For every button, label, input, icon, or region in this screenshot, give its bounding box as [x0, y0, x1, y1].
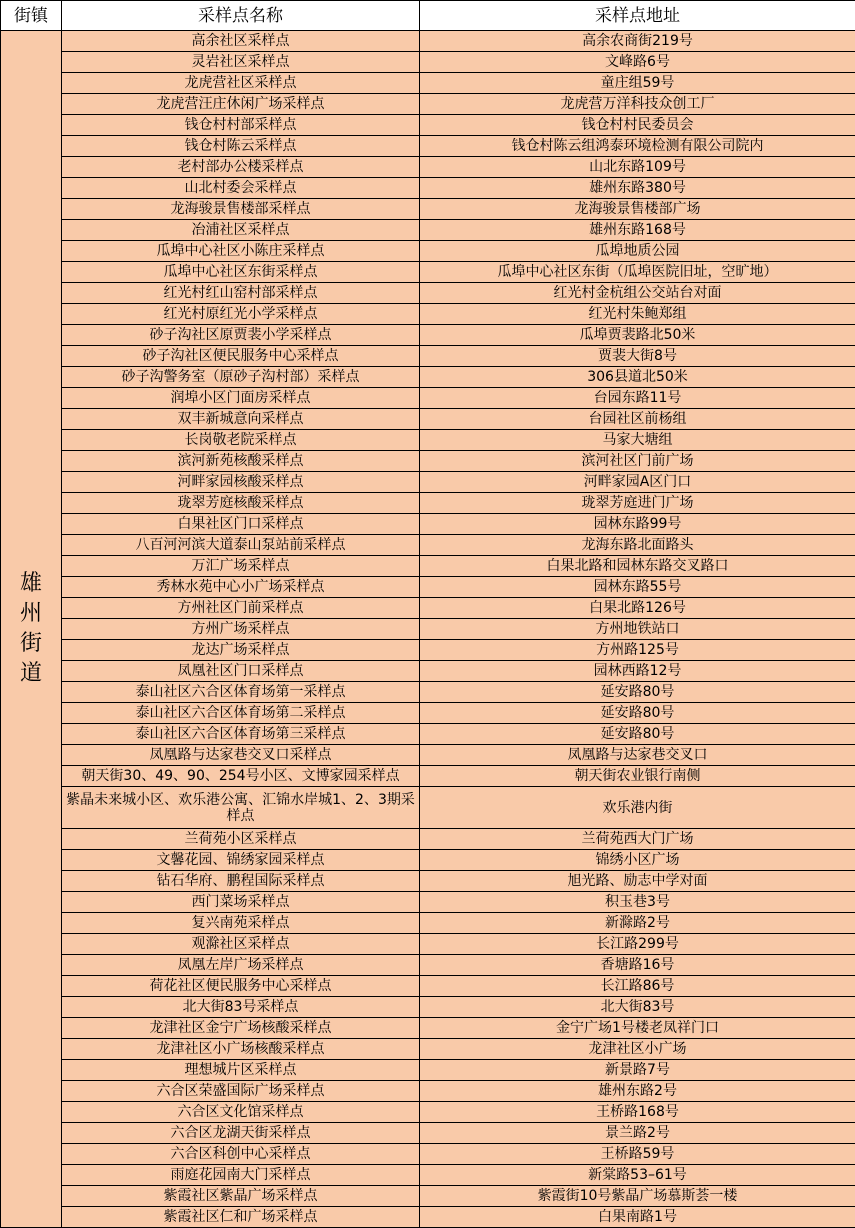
site-name-cell: 灵岩社区采样点 — [62, 52, 420, 73]
table-row — [1, 598, 855, 619]
table-row — [1, 220, 855, 241]
table-row — [1, 724, 855, 745]
site-address-cell: 北大街83号 — [420, 997, 855, 1018]
site-name-cell: 秀林水苑中心小广场采样点 — [62, 577, 420, 598]
site-address-cell: 园林西路12号 — [420, 661, 855, 682]
site-name-cell: 河畔家园核酸采样点 — [62, 472, 420, 493]
table-row — [1, 934, 855, 955]
site-name-cell: 北大街83号采样点 — [62, 997, 420, 1018]
site-name-cell: 红光村原红光小学采样点 — [62, 304, 420, 325]
site-address-cell: 贾裴大街8号 — [420, 346, 855, 367]
site-address-cell: 306县道北50米 — [420, 367, 855, 388]
table-row — [1, 1018, 855, 1039]
site-name-cell: 瓜埠中心社区东街采样点 — [62, 262, 420, 283]
site-name-cell: 方州广场采样点 — [62, 619, 420, 640]
site-name-cell: 冶浦社区采样点 — [62, 220, 420, 241]
site-name-cell: 钻石华府、鹏程国际采样点 — [62, 871, 420, 892]
site-address-cell: 王桥路59号 — [420, 1144, 855, 1165]
site-address-cell: 长江路299号 — [420, 934, 855, 955]
header-site-name: 采样点名称 — [62, 1, 420, 31]
site-address-cell: 龙津社区小广场 — [420, 1039, 855, 1060]
site-address-cell: 红光村金杭组公交站台对面 — [420, 283, 855, 304]
table-row — [1, 745, 855, 766]
table-row — [1, 241, 855, 262]
site-address-cell: 河畔家园A区门口 — [420, 472, 855, 493]
site-address-cell: 积玉巷3号 — [420, 892, 855, 913]
site-address-cell: 珑翠芳庭进门广场 — [420, 493, 855, 514]
site-name-cell: 六合区文化馆采样点 — [62, 1102, 420, 1123]
table-row — [1, 52, 855, 73]
site-name-cell: 砂子沟社区便民服务中心采样点 — [62, 346, 420, 367]
table-row — [1, 199, 855, 220]
site-address-cell: 景兰路2号 — [420, 1123, 855, 1144]
site-name-cell: 滨河新苑核酸采样点 — [62, 451, 420, 472]
table-row — [1, 157, 855, 178]
site-address-cell: 延安路80号 — [420, 703, 855, 724]
site-name-cell: 紫霞社区仁和广场采样点 — [62, 1207, 420, 1228]
site-name-cell: 紫霞社区紫晶广场采样点 — [62, 1186, 420, 1207]
site-address-cell: 欢乐港内街 — [420, 787, 855, 829]
site-address-cell: 马家大塘组 — [420, 430, 855, 451]
site-name-cell: 砂子沟警务室（原砂子沟村部）采样点 — [62, 367, 420, 388]
table-body — [1, 31, 855, 1228]
site-name-cell: 钱仓村陈云采样点 — [62, 136, 420, 157]
site-name-cell: 龙津社区小广场核酸采样点 — [62, 1039, 420, 1060]
site-address-cell: 新滁路2号 — [420, 913, 855, 934]
site-name-cell: 龙海骏景售楼部采样点 — [62, 199, 420, 220]
site-address-cell: 锦绣小区广场 — [420, 850, 855, 871]
site-name-cell: 珑翠芳庭核酸采样点 — [62, 493, 420, 514]
site-name-cell: 文馨花园、锦绣家园采样点 — [62, 850, 420, 871]
site-address-cell: 园林东路55号 — [420, 577, 855, 598]
site-address-cell: 瓜埠地质公园 — [420, 241, 855, 262]
table-row — [1, 850, 855, 871]
site-name-cell: 润埠小区门面房采样点 — [62, 388, 420, 409]
site-address-cell: 龙虎营万洋科技众创工厂 — [420, 94, 855, 115]
table-row — [1, 640, 855, 661]
table-row — [1, 1186, 855, 1207]
site-name-cell: 泰山社区六合区体育场第一采样点 — [62, 682, 420, 703]
site-name-cell: 凤凰路与达家巷交叉口采样点 — [62, 745, 420, 766]
table-row — [1, 766, 855, 787]
site-name-cell: 观滁社区采样点 — [62, 934, 420, 955]
town-name: 雄州街道 — [19, 571, 42, 686]
table-row — [1, 955, 855, 976]
site-address-cell: 凤凰路与达家巷交叉口 — [420, 745, 855, 766]
site-address-cell: 园林东路99号 — [420, 514, 855, 535]
table-row — [1, 1102, 855, 1123]
table-row — [1, 1039, 855, 1060]
table-row — [1, 31, 855, 52]
site-name-cell: 复兴南苑采样点 — [62, 913, 420, 934]
site-address-cell: 方州地铁站口 — [420, 619, 855, 640]
table-row — [1, 115, 855, 136]
table-row — [1, 94, 855, 115]
site-address-cell: 方州路125号 — [420, 640, 855, 661]
site-name-cell: 紫晶未来城小区、欢乐港公寓、汇锦水岸城1、2、3期采样点 — [62, 787, 420, 829]
site-address-cell: 白果南路1号 — [420, 1207, 855, 1228]
site-name-cell: 红光村红山窑村部采样点 — [62, 283, 420, 304]
site-name-cell: 瓜埠中心社区小陈庄采样点 — [62, 241, 420, 262]
site-address-cell: 雄州东路168号 — [420, 220, 855, 241]
table-row — [1, 409, 855, 430]
site-name-cell: 凤凰社区门口采样点 — [62, 661, 420, 682]
table-row — [1, 829, 855, 850]
table-row — [1, 136, 855, 157]
table-row — [1, 892, 855, 913]
site-name-cell: 老村部办公楼采样点 — [62, 157, 420, 178]
table-row — [1, 178, 855, 199]
site-name-cell: 泰山社区六合区体育场第三采样点 — [62, 724, 420, 745]
table-row — [1, 661, 855, 682]
site-address-cell: 兰荷苑西大门广场 — [420, 829, 855, 850]
site-address-cell: 白果北路和园林东路交叉路口 — [420, 556, 855, 577]
site-address-cell: 雄州东路380号 — [420, 178, 855, 199]
site-address-cell: 瓜埠贾裴路北50米 — [420, 325, 855, 346]
site-name-cell: 钱仓村村部采样点 — [62, 115, 420, 136]
table-row — [1, 1207, 855, 1228]
site-address-cell: 滨河社区门前广场 — [420, 451, 855, 472]
site-address-cell: 文峰路6号 — [420, 52, 855, 73]
table-row — [1, 787, 855, 829]
site-address-cell: 长江路86号 — [420, 976, 855, 997]
table-row — [1, 451, 855, 472]
table-row — [1, 1123, 855, 1144]
table-row — [1, 388, 855, 409]
site-name-cell: 泰山社区六合区体育场第二采样点 — [62, 703, 420, 724]
table-row — [1, 262, 855, 283]
site-address-cell: 延安路80号 — [420, 724, 855, 745]
site-address-cell: 童庄组59号 — [420, 73, 855, 94]
site-address-cell: 山北东路109号 — [420, 157, 855, 178]
site-name-cell: 六合区科创中心采样点 — [62, 1144, 420, 1165]
header-site-address: 采样点地址 — [420, 1, 855, 31]
site-name-cell: 龙虎营社区采样点 — [62, 73, 420, 94]
site-address-cell: 红光村朱鲍郑组 — [420, 304, 855, 325]
site-address-cell: 延安路80号 — [420, 682, 855, 703]
site-name-cell: 高余社区采样点 — [62, 31, 420, 52]
site-address-cell: 台园东路11号 — [420, 388, 855, 409]
table-row — [1, 913, 855, 934]
site-name-cell: 西门菜场采样点 — [62, 892, 420, 913]
site-name-cell: 六合区龙湖天街采样点 — [62, 1123, 420, 1144]
site-address-cell: 瓜埠中心社区东街（瓜埠医院旧址，空旷地） — [420, 262, 855, 283]
site-name-cell: 凤凰左岸广场采样点 — [62, 955, 420, 976]
site-name-cell: 龙津社区金宁广场核酸采样点 — [62, 1018, 420, 1039]
table-row — [1, 556, 855, 577]
site-address-cell: 钱仓村陈云组鸿泰环境检测有限公司院内 — [420, 136, 855, 157]
site-name-cell: 兰荷苑小区采样点 — [62, 829, 420, 850]
header-row — [1, 1, 855, 31]
town-cell — [1, 31, 62, 1228]
site-address-cell: 新棠路53–61号 — [420, 1165, 855, 1186]
table-row — [1, 514, 855, 535]
table-row — [1, 472, 855, 493]
site-name-cell: 山北村委会采样点 — [62, 178, 420, 199]
site-name-cell: 理想城片区采样点 — [62, 1060, 420, 1081]
table-row — [1, 1081, 855, 1102]
table-row — [1, 871, 855, 892]
table-row — [1, 703, 855, 724]
table-row — [1, 283, 855, 304]
table-row — [1, 619, 855, 640]
table-row — [1, 325, 855, 346]
site-address-cell: 金宁广场1号楼老凤祥门口 — [420, 1018, 855, 1039]
site-address-cell: 白果北路126号 — [420, 598, 855, 619]
table-row — [1, 976, 855, 997]
site-address-cell: 紫霞街10号紫晶广场慕斯荟一楼 — [420, 1186, 855, 1207]
site-name-cell: 白果社区门口采样点 — [62, 514, 420, 535]
table-row — [1, 346, 855, 367]
site-name-cell: 龙虎营汪庄休闲广场采样点 — [62, 94, 420, 115]
site-address-cell: 龙海骏景售楼部广场 — [420, 199, 855, 220]
table-row — [1, 367, 855, 388]
site-name-cell: 龙达广场采样点 — [62, 640, 420, 661]
site-name-cell: 双丰新城意向采样点 — [62, 409, 420, 430]
table-row — [1, 682, 855, 703]
site-address-cell: 雄州东路2号 — [420, 1081, 855, 1102]
site-name-cell: 雨庭花园南大门采样点 — [62, 1165, 420, 1186]
table-row — [1, 430, 855, 451]
site-address-cell: 龙海东路北面路头 — [420, 535, 855, 556]
site-address-cell: 高余农商街219号 — [420, 31, 855, 52]
table-row — [1, 1165, 855, 1186]
site-address-cell: 香塘路16号 — [420, 955, 855, 976]
site-name-cell: 方州社区门前采样点 — [62, 598, 420, 619]
site-name-cell: 荷花社区便民服务中心采样点 — [62, 976, 420, 997]
table-row — [1, 73, 855, 94]
site-address-cell: 朝天街农业银行南侧 — [420, 766, 855, 787]
table-row — [1, 997, 855, 1018]
table-row — [1, 304, 855, 325]
site-address-cell: 新景路7号 — [420, 1060, 855, 1081]
site-name-cell: 六合区荣盛国际广场采样点 — [62, 1081, 420, 1102]
table-row — [1, 493, 855, 514]
site-name-cell: 长岗敬老院采样点 — [62, 430, 420, 451]
site-name-cell: 朝天街30、49、90、254号小区、文博家园采样点 — [62, 766, 420, 787]
site-address-cell: 王桥路168号 — [420, 1102, 855, 1123]
site-address-cell: 旭光路、励志中学对面 — [420, 871, 855, 892]
site-address-cell: 台园社区前杨组 — [420, 409, 855, 430]
table-row — [1, 535, 855, 556]
table-row — [1, 1060, 855, 1081]
site-name-cell: 砂子沟社区原贾裴小学采样点 — [62, 325, 420, 346]
table-row — [1, 1144, 855, 1165]
site-address-cell: 钱仓村村民委员会 — [420, 115, 855, 136]
site-name-cell: 万汇广场采样点 — [62, 556, 420, 577]
header-town: 街镇 — [1, 1, 62, 31]
site-name-cell: 八百河河滨大道泰山泵站前采样点 — [62, 535, 420, 556]
table-row — [1, 577, 855, 598]
